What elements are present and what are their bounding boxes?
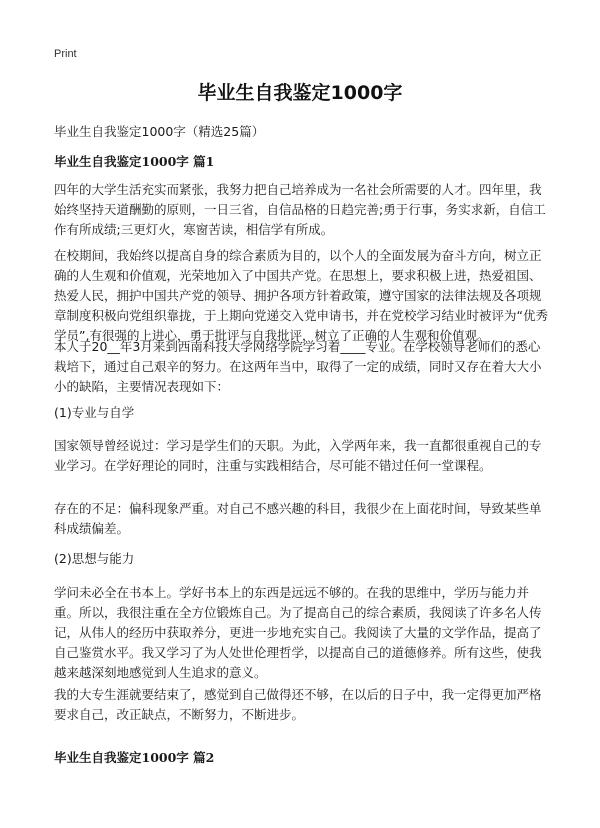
section-heading-2: 毕业生自我鉴定1000字 篇2 [54, 750, 215, 765]
paragraph-6: 学问未必全在书本上。学好书本上的东西是远远不够的。在我的思维中，学历与能力并重。所以，我很注重在全方位锻炼自己。为了提高自己的综合素质，我阅读了许多名人传记，从伟人的经历中获取养分，更进一步地充实自己。我阅读了大量的文学作品，提高了自己鉴赏水平。我又学习了为人处世伦理哲学，以提高自己的道德修养。所有这些，使我越来越深刻地感觉到人生追求的意义。 [54, 585, 542, 680]
paragraph-5: 存在的不足：偏科现象严重。对自己不感兴趣的科目，我很少在上面花时间，导致某些单科成绩偏差。 [54, 501, 542, 536]
paragraph-7: 我的大专生涯就要结束了，感觉到自己做得还不够，在以后的日子中，我一定得更加严格要求自己，改正缺点，不断努力，不断进步。 [54, 687, 542, 722]
subsection-heading-2: (2)思想与能力 [54, 551, 135, 566]
subsection-heading-1: (1)专业与自学 [54, 405, 135, 420]
paragraph-4: 国家领导曾经说过：学习是学生们的天职。为此，入学两年来，我一直都很重视自己的专业学习。在学好理论的同时，注重与实践相结合，尽可能不错过任何一堂课程。 [54, 438, 542, 473]
print-link[interactable]: Print [54, 48, 77, 60]
document-subtitle: 毕业生自我鉴定1000字（精选25篇） [54, 124, 265, 139]
paragraph-2: 在校期间，我始终以提高自身的综合素质为目的，以个人的全面发展为奋斗方向，树立正确的人生观和价值观，光荣地加入了中国共产党。在思想上，要求积极上进，热爱祖国、热爱人民，拥护中国共产党的领导、拥护各项方针着政策，遵守国家的法律法规及各项规章制度积极向党组织靠拢，于上期向党递交入党申请书，并在党校学习结业时被评为“优秀学员”,有很强的上进心，勇于批评与自我批评，树立了正确的人生观和价值观。 [54, 248, 548, 343]
page-title: 毕业生自我鉴定1000字 [197, 82, 403, 104]
paragraph-3: 本人于20__年3月来到西南科技大学网络学院学习着____专业。在学校领导老师们的悉心栽培下，通过自己艰辛的努力。在这两年当中，取得了一定的成绩，同时又存在着大大小小的缺陷，主要情况表现如下： [54, 339, 542, 394]
section-heading-1: 毕业生自我鉴定1000字 篇1 [54, 154, 215, 169]
paragraph-1: 四年的大学生活充实而紧张，我努力把自己培养成为一名社会所需要的人才。四年里，我始终坚持天道酬勤的原则，一日三省，自信品格的日趋完善;勇于行事，务实求新，自信工作有所成绩;三更灯火，寒窗苦读，相信学有所成。 [54, 182, 546, 237]
